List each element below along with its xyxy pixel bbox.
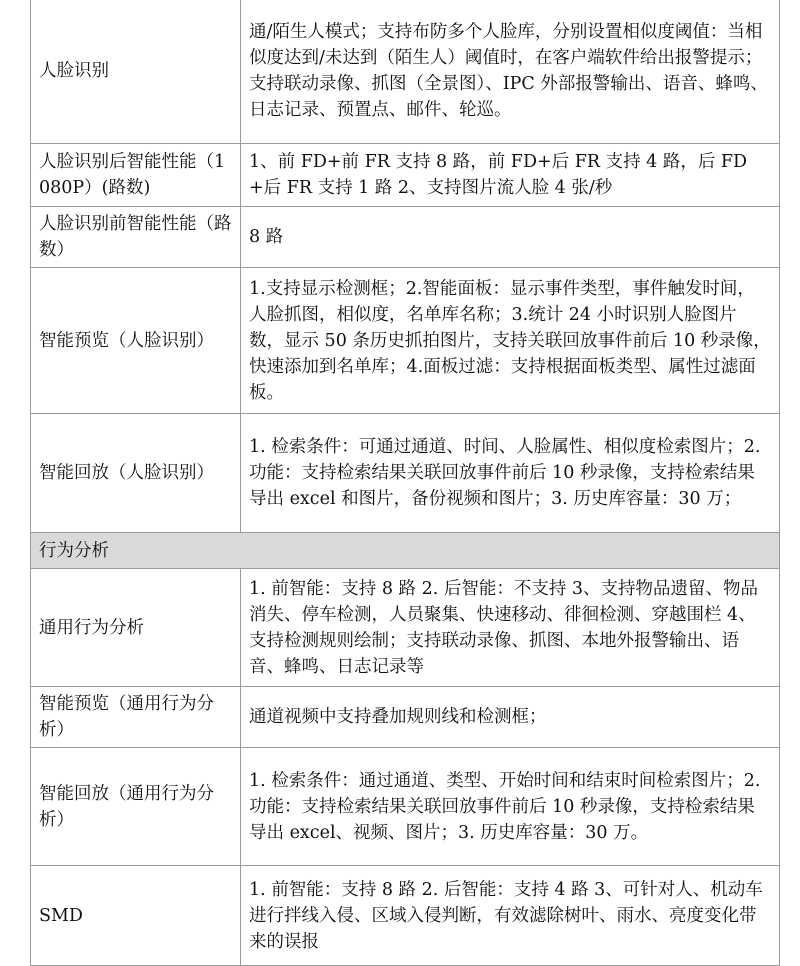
row-label: 智能预览（通用行为分析）: [31, 687, 241, 748]
row-label: 通用行为分析: [31, 569, 241, 687]
table-row: [31, 0, 780, 144]
table-row: [31, 414, 780, 533]
row-desc: 1. 检索条件：可通过通道、时间、人脸属性、相似度检索图片；2. 功能：支持检索结果关联回放事件前后 10 秒录像，支持检索结果导出 excel 和图片，备份视频和图片；3. 历史库容量：30 万；: [241, 414, 780, 533]
row-label: 人脸识别: [31, 0, 241, 144]
table-row: [31, 748, 780, 866]
table-row: [31, 569, 780, 687]
section-title: 行为分析: [31, 533, 780, 569]
table-row: [31, 207, 780, 268]
row-label: 智能预览（人脸识别）: [31, 268, 241, 414]
row-desc: 1. 前智能：支持 8 路 2. 后智能：支持 4 路 3、可针对人、机动车进行拌线入侵、区域入侵判断，有效滤除树叶、雨水、亮度变化带来的误报: [241, 866, 780, 966]
table-row: [31, 687, 780, 748]
row-label: 智能回放（人脸识别）: [31, 414, 241, 533]
row-desc: 1. 检索条件：通过通道、类型、开始时间和结束时间检索图片；2. 功能：支持检索结果关联回放事件前后 10 秒录像，支持检索结果导出 excel、视频、图片；3. 历史库容量：30 万。: [241, 748, 780, 866]
row-desc: 通/陌生人模式；支持布防多个人脸库，分别设置相似度阈值：当相似度达到/未达到（陌生人）阈值时，在客户端软件给出报警提示；支持联动录像、抓图（全景图）、IPC 外部报警输出、语音、蜂鸣、日志记录、预置点、邮件、轮巡。: [241, 0, 780, 144]
table-row: [31, 144, 780, 207]
row-desc: 通道视频中支持叠加规则线和检测框；: [241, 687, 780, 748]
spec-table: [30, 0, 780, 966]
section-header-row: [31, 533, 780, 569]
row-desc: 1. 前智能：支持 8 路 2. 后智能：不支持 3、支持物品遗留、物品消失、停车检测，人员聚集、快速移动、徘徊检测、穿越围栏 4、支持检测规则绘制；支持联动录像、抓图、本地外报警输出、语音、蜂鸣、日志记录等: [241, 569, 780, 687]
row-label: SMD: [31, 866, 241, 966]
table-row: [31, 866, 780, 966]
table-row: [31, 268, 780, 414]
row-desc: 1.支持显示检测框；2.智能面板：显示事件类型，事件触发时间，人脸抓图，相似度，名单库名称；3.统计 24 小时识别人脸图片数，显示 50 条历史抓拍图片，支持关联回放事件前后 10 秒录像，快速添加到名单库；4.面板过滤：支持根据面板类型、属性过滤面板。: [241, 268, 780, 414]
row-label: 人脸识别后智能性能（1080P）(路数): [31, 144, 241, 207]
row-label: 智能回放（通用行为分析）: [31, 748, 241, 866]
row-label: 人脸识别前智能性能（路数）: [31, 207, 241, 268]
row-desc: 1、前 FD+前 FR 支持 8 路，前 FD+后 FR 支持 4 路，后 FD+后 FR 支持 1 路 2、支持图片流人脸 4 张/秒: [241, 144, 780, 207]
row-desc: 8 路: [241, 207, 780, 268]
